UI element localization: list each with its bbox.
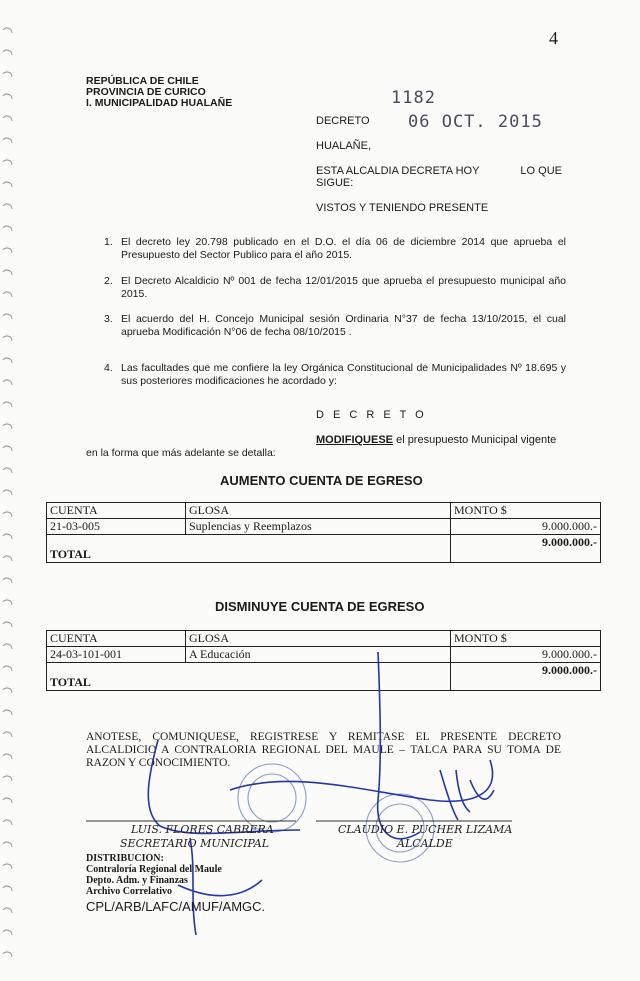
item-text: Las facultades que me confiere la ley Orgánica Constitucional de Municipalidades Nº 18.695 y sus posteriores modificaciones he acordado y: xyxy=(121,362,566,387)
table-row xyxy=(47,519,601,535)
binder-holes xyxy=(0,0,14,981)
closing-paragraph: ANOTESE, COMUNIQUESE, REGISTRESE Y REMITASE EL PRESENTE DECRETO ALCALDICIO A CONTRALORIA REGIONAL DEL MAULE – TALCA PARA SU TOMA DE RAZON Y CONOCIMIENTO. xyxy=(86,731,561,769)
alcaldia-line-2: SIGUE: xyxy=(316,177,354,189)
header-glosa: GLOSA xyxy=(186,503,451,519)
considerando-item xyxy=(104,313,569,341)
forma-line: en la forma que más adelante se detalla: xyxy=(86,447,276,459)
item-number: 2. xyxy=(104,275,113,287)
item-number: 3. xyxy=(104,313,113,325)
municipal-seal-left xyxy=(238,764,306,832)
decree-number-stamp: 1182 xyxy=(391,88,436,108)
signer-left-title: SECRETARIO MUNICIPAL xyxy=(120,837,270,850)
header-monto: MONTO $ xyxy=(451,631,601,647)
considerando-item xyxy=(104,362,569,390)
signer-right-name: CLAUDIO E. PUCHER LIZAMA xyxy=(338,823,513,836)
decree-label: DECRETO xyxy=(316,115,370,127)
cell-monto: 9.000.000.- xyxy=(451,519,601,535)
place-label: HUALAÑE, xyxy=(316,140,372,152)
header-municipality: I. MUNICIPALIDAD HUALAÑE xyxy=(86,97,233,109)
table-row xyxy=(47,647,601,663)
total-label: TOTAL xyxy=(47,535,451,563)
disminuye-title: DISMINUYE CUENTA DE EGRESO xyxy=(215,599,425,614)
header-republic: REPÚBLICA DE CHILE xyxy=(86,75,199,87)
signature-stroke xyxy=(440,770,494,820)
item-text: El Decreto Alcaldicio Nº 001 de fecha 12/01/2015 que aprueba el presupuesto municipal año 2015. xyxy=(121,275,566,300)
document-header xyxy=(86,76,232,109)
table-header-row xyxy=(47,503,601,519)
aumento-table xyxy=(46,502,601,563)
distribution-heading: DISTRIBUCION: xyxy=(86,853,164,864)
item-number: 1. xyxy=(104,236,113,248)
reference-initials: CPL/ARB/LAFC/AMUF/AMGC. xyxy=(86,899,266,914)
page-number: 4 xyxy=(549,28,558,48)
disminuye-table xyxy=(46,630,601,691)
distribution-item: Contraloría Regional del Maule xyxy=(86,864,222,875)
modifiquese-keyword: MODIFIQUESE xyxy=(316,434,394,446)
signer-right-title: ALCALDE xyxy=(397,837,453,850)
total-value: 9.000.000.- xyxy=(451,535,601,563)
distribution-item: Depto. Adm. y Finanzas xyxy=(86,875,188,886)
decreto-heading: D E C R E T O xyxy=(316,409,427,421)
aumento-title: AUMENTO CUENTA DE EGRESO xyxy=(220,473,423,488)
header-province: PROVINCIA DE CURICO xyxy=(86,86,206,98)
header-glosa: GLOSA xyxy=(186,631,451,647)
header-monto: MONTO $ xyxy=(451,503,601,519)
header-cuenta: CUENTA xyxy=(47,503,186,519)
cell-cuenta: 21-03-005 xyxy=(47,519,186,535)
considerando-item xyxy=(104,236,569,264)
vistos-heading: VISTOS Y TENIENDO PRESENTE xyxy=(316,202,489,214)
table-total-row xyxy=(47,535,601,563)
cell-glosa: A Educación xyxy=(186,647,451,663)
item-text: El decreto ley 20.798 publicado en el D.O. el día 06 de diciembre 2014 que aprueba el Presupuesto del Sector Publico para el año 2015. xyxy=(121,236,566,261)
modifiquese-line xyxy=(316,434,556,446)
alcaldia-text: ESTA ALCALDIA DECRETA HOY xyxy=(316,165,480,177)
signer-left-name: LUIS. FLORES CABRERA xyxy=(131,823,274,836)
cell-monto: 9.000.000.- xyxy=(451,647,601,663)
considerando-item xyxy=(104,275,569,303)
cell-glosa: Suplencias y Reemplazos xyxy=(186,519,451,535)
alcaldia-text-end: LO QUE xyxy=(520,165,562,177)
cell-cuenta: 24-03-101-001 xyxy=(47,647,186,663)
total-label: TOTAL xyxy=(47,663,451,691)
table-total-row xyxy=(47,663,601,691)
header-cuenta: CUENTA xyxy=(47,631,186,647)
distribution-item: Archivo Correlativo xyxy=(86,886,173,897)
alcaldia-line xyxy=(316,165,562,177)
modifiquese-text: el presupuesto Municipal vigente xyxy=(393,434,557,446)
total-value: 9.000.000.- xyxy=(451,663,601,691)
table-header-row xyxy=(47,631,601,647)
decree-date-stamp: 06 OCT. 2015 xyxy=(408,112,543,132)
item-text: El acuerdo del H. Concejo Municipal sesión Ordinaria N°37 de fecha 13/10/2015, el cual aprueba Modificación N°06 de fecha 08/10/2015 . xyxy=(121,313,566,338)
distribution-block xyxy=(86,853,222,897)
item-number: 4. xyxy=(104,362,113,374)
